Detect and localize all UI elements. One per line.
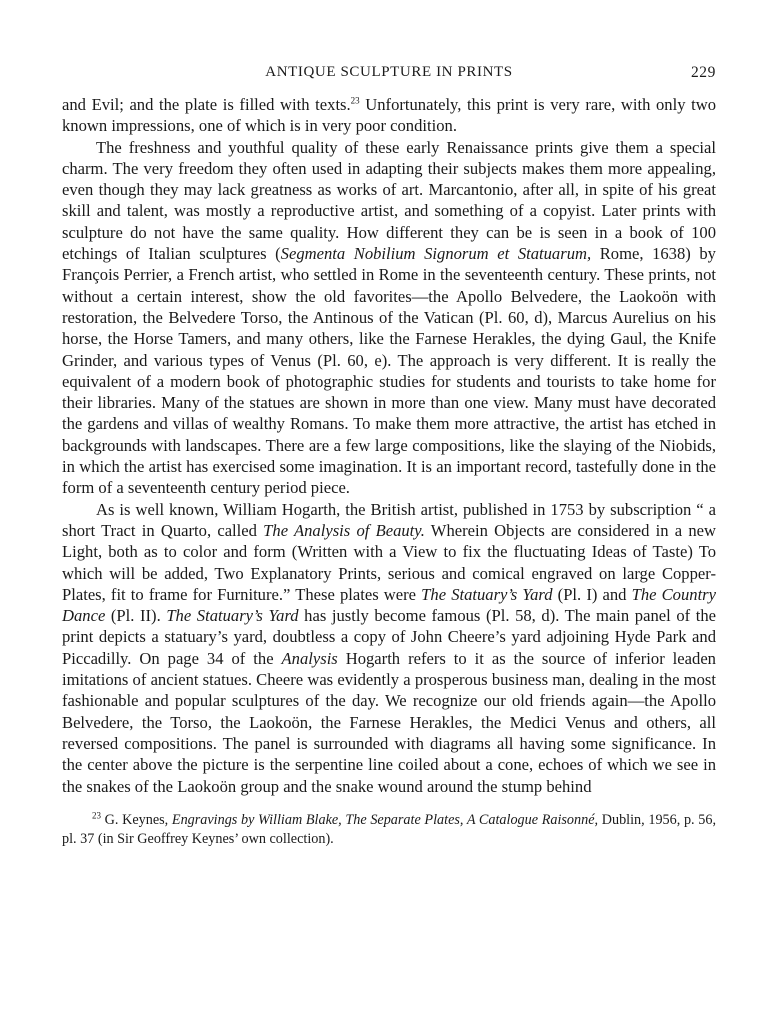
body-text	[62, 94, 716, 797]
book-title-analysis-of-beauty: The Analysis of Beauty.	[263, 520, 425, 540]
paragraph-2-text: The freshness and youthful quality of these early Renaissance prints give them a special charm. The very freedom they often used in adapting their subjects makes them more appealing, even though they may lack greatness as works of art. Marcantonio, after all, in spite of his great skill and talent, was mostly a reproductive artist, and something of a copyist. Later prints with sculpture do not have the same quality. How different they can be is seen in a book of 100 etchings of Italian sculptures (	[62, 137, 716, 264]
paragraph-3	[62, 499, 716, 797]
paragraph-3-text: As is well known, William Hogarth, the British artist, published in 1753 by subscription “ a short Tract in Quarto, called	[62, 499, 716, 540]
print-title-country-dance: The Country Dance	[62, 584, 717, 626]
print-title-statuarys-yard-2: The Statuary’s Yard	[166, 606, 299, 626]
paragraph-1	[62, 94, 716, 137]
running-head	[62, 60, 716, 84]
page	[62, 60, 716, 849]
footnote-body	[62, 811, 716, 849]
footnote-citation: Dublin, 1956, p. 56, pl. 37 (in Sir Geoffrey Keynes’ own collection).	[62, 811, 716, 847]
print-title-statuarys-yard: The Statuary’s Yard	[421, 584, 553, 604]
paragraph-1-text-cont: Unfortunately, this print is very rare, with only two known impressions, one of which is in very poor condition.	[62, 95, 716, 136]
paragraph-3-text-5: has justly become famous (Pl. 58, d). The main panel of the print depicts a statuary’s yard, doubtless a copy of John Cheere’s yard adjoining Hyde Park and Piccadilly. On page 34 of the	[62, 606, 716, 668]
paragraph-3-text-3: (Pl. I) and	[552, 584, 632, 604]
footnote-23	[62, 811, 716, 849]
paragraph-1-text: and Evil; and the plate is filled with texts.	[62, 95, 351, 114]
book-title-segmenta: Segmenta Nobilium Signorum et Statuarum,	[280, 244, 592, 264]
footnote-author: G. Keynes,	[101, 811, 172, 828]
footnote-book-title: Engravings by William Blake, The Separate Plates, A Catalogue Raisonné,	[171, 811, 599, 828]
page-number: 229	[690, 64, 716, 81]
paragraph-3-text-6: Hogarth refers to it as the source of inferior leaden imitations of ancient statues. Cheere was evidently a prosperous business man, dealing in the most fashionable and popular sculptures of the day. We recognize our old friends again—the Apollo Belvedere, the Torso, the Laokoön, the Farnese Herakles, the Medici Venus and others, all reversed compositions. The panel is surrounded with diagrams all having some significance. In the center above the picture is the serpentine line coiled about a cone, echoes of which we see in the snakes of the Laokoön group and the snake wound around the stump behind	[62, 648, 716, 796]
paragraph-2	[62, 137, 716, 499]
paragraph-3-text-2: Wherein Objects are considered in a new Light, both as to color and form (Written with a View to fix the fluctuating Ideas of Taste) To which will be added, Two Explanatory Prints, serious and comical engraved on large Copper-Plates, fit to frame for Furniture.” These plates were	[62, 520, 716, 604]
book-title-analysis: Analysis	[281, 648, 338, 668]
running-title: ANTIQUE SCULPTURE IN PRINTS	[265, 64, 513, 80]
paragraph-3-text-4: (Pl. II).	[105, 606, 167, 626]
footnote-number: 23	[92, 810, 101, 821]
paragraph-2-text-cont: Rome, 1638) by François Perrier, a French artist, who settled in Rome in the seventeenth century. These prints, not without a certain interest, show the old favorites—the Apollo Belvedere, the Laokoön with restoration, the Belvedere Torso, the Antinous of the Vatican (Pl. 60, d), Marcus Aurelius on his horse, the Horse Tamers, and many others, like the Farnese Herakles, the dying Gaul, the Knife Grinder, and various types of Venus (Pl. 60, e). The approach is very different. It is really the equivalent of a modern book of photographic studies for students and tourists to take home for their libraries. Many of the statues are shown in more than one view. Many must have decorated the gardens and villas of wealthy Romans. To make them more attractive, the artist has etched in backgrounds with landscapes. There are a few large compositions, like the slaying of the Niobids, in which the artist has exercised some imagination. It is an important record, tastefully done in the form of a seventeenth century period piece.	[62, 244, 716, 498]
footnote-ref-23: 23	[350, 95, 360, 106]
